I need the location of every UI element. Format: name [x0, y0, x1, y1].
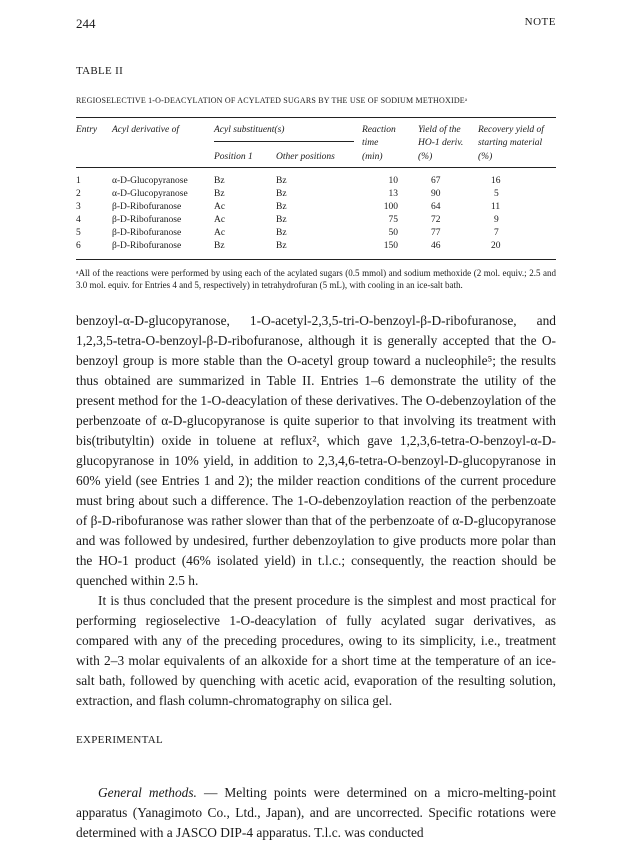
cell-time: 50	[388, 228, 398, 238]
cell-other-positions: Bz	[276, 202, 287, 212]
running-head: NOTE	[524, 16, 556, 28]
cell-recovery: 5	[494, 189, 499, 199]
table-header-rule	[76, 167, 556, 168]
cell-position1: Ac	[214, 202, 226, 212]
cell-yield: 90	[431, 189, 441, 199]
cell-position1: Bz	[214, 189, 225, 199]
body-text	[76, 311, 556, 711]
header-position1: Position 1	[214, 152, 253, 162]
cell-other-positions: Bz	[276, 176, 287, 186]
cell-entry: 3	[76, 202, 81, 212]
body-paragraph: It is thus concluded that the present procedure is the simplest and most practical for performing regioselective 1-O-deacylation of fully acylated sugar derivatives, as compared with any of the preceding procedures, owing to its simplicity, i.e., treatment with 2–3 molar equivalents of an alkoxide for a short time at the temperature of an ice-salt bath, followed by quenching with acetic acid, evaporation of the resulting solution, extraction, and flash column-chromatography on silica gel.	[76, 593, 556, 708]
cell-recovery: 16	[491, 176, 501, 186]
page-number: 244	[76, 16, 96, 31]
cell-other-positions: Bz	[276, 241, 287, 251]
cell-other-positions: Bz	[276, 215, 287, 225]
cell-recovery: 20	[491, 241, 501, 251]
cell-sugar: β-D-Ribofuranose	[112, 241, 182, 251]
cell-yield: 46	[431, 241, 441, 251]
experimental-text	[76, 783, 556, 843]
page-header	[76, 16, 556, 36]
subsection-text: — Melting points were determined on a micro-melting-point apparatus (Yanagimoto Co., Ltd., Japan), and are uncorrected. Specific rotations were determined with a JASCO DIP-4 apparatus. T.l.c. was conducted	[76, 785, 556, 840]
cell-time: 10	[388, 176, 398, 186]
header-acyl-substituents: Acyl substituent(s)	[214, 125, 285, 135]
cell-recovery: 9	[494, 215, 499, 225]
subsection-heading: General methods.	[98, 785, 197, 800]
cell-sugar: β-D-Ribofuranose	[112, 215, 182, 225]
cell-sugar: α-D-Glucopyranose	[112, 189, 188, 199]
header-recovery-1: Recovery yield of	[478, 125, 544, 135]
cell-time: 100	[383, 202, 398, 212]
table-caption: REGIOSELECTIVE 1-O-DEACYLATION OF ACYLATED SUGARS BY THE USE OF SODIUM METHOXIDEᵃ	[76, 96, 468, 105]
header-substituent-rule	[214, 141, 354, 142]
cell-recovery: 7	[494, 228, 499, 238]
cell-yield: 67	[431, 176, 441, 186]
header-reaction-3: (min)	[362, 152, 383, 162]
cell-yield: 77	[431, 228, 441, 238]
table-bottom-rule	[76, 259, 556, 260]
cell-yield: 72	[431, 215, 441, 225]
cell-entry: 6	[76, 241, 81, 251]
cell-entry: 4	[76, 215, 81, 225]
cell-other-positions: Bz	[276, 189, 287, 199]
body-paragraph	[76, 783, 556, 843]
cell-entry: 2	[76, 189, 81, 199]
header-yield-2: HO-1 deriv.	[418, 138, 464, 148]
header-yield-3: (%)	[418, 152, 433, 162]
cell-entry: 1	[76, 176, 81, 186]
header-acyl-derivative: Acyl derivative of	[112, 125, 179, 135]
cell-time: 150	[383, 241, 398, 251]
cell-sugar: α-D-Glucopyranose	[112, 176, 188, 186]
cell-position1: Ac	[214, 215, 226, 225]
cell-recovery: 11	[491, 202, 501, 212]
table-footnote: ᵃAll of the reactions were performed by using each of the acylated sugars (0.5 mmol) and sodium methoxide (2 mol. equiv.; 2.5 and 3.0 mol. equiv. for Entries 4 and 5, respectively) in tetrahydrofuran (5 mL), with cooling in an ice-salt bath.	[76, 268, 556, 290]
table-label: TABLE II	[76, 65, 124, 77]
cell-position1: Bz	[214, 241, 225, 251]
header-recovery-2: starting material	[478, 138, 543, 148]
cell-position1: Bz	[214, 176, 225, 186]
section-heading: EXPERIMENTAL	[76, 734, 164, 746]
cell-sugar: β-D-Ribofuranose	[112, 228, 182, 238]
cell-entry: 5	[76, 228, 81, 238]
cell-sugar: β-D-Ribofuranose	[112, 202, 182, 212]
table-top-rule	[76, 117, 556, 118]
cell-yield: 64	[431, 202, 441, 212]
header-entry: Entry	[76, 125, 98, 135]
cell-position1: Ac	[214, 228, 226, 238]
header-other-positions: Other positions	[276, 152, 335, 162]
cell-time: 75	[388, 215, 398, 225]
header-recovery-3: (%)	[478, 152, 493, 162]
cell-time: 13	[388, 189, 398, 199]
body-paragraph: benzoyl-α-D-glucopyranose, 1-O-acetyl-2,3,5-tri-O-benzoyl-β-D-ribofuranose, and 1,2,3,5-tetra-O-benzoyl-β-D-ribofuranose, although it is generally accepted that the O-benzoyl group is more stable than the O-acetyl group toward a nucleophile⁵; the results thus obtained are summarized in Table II. Entries 1–6 demonstrate the utility of the present method for the 1-O-deacylation of these derivatives. The O-debenzoylation of the perbenzoate of α-D-glucopyranose is quite superior to that involving its treatment with bis(tributyltin) oxide in toluene at reflux², which gave 1,2,3,6-tetra-O-benzoyl-α-D-glucopyranose in 10% yield, in addition to 2,3,4,6-tetra-O-benzoyl-D-glucopyranose in 60% yield (see Entries 1 and 2); the milder reaction conditions of the current procedure must bring about such a difference. The 1-O-debenzoylation reaction of the perbenzoate of β-D-ribofuranose was rather slower than that of the perbenzoate of α-D-glucopyranose and was followed by undesired, further debenzoylation to give products more polar than the HO-1 product (46% isolated yield) in t.l.c.; consequently, the reaction should be quenched within 2.5 h.	[76, 313, 556, 588]
header-reaction-2: time	[362, 138, 379, 148]
header-yield-1: Yield of the	[418, 125, 461, 135]
header-reaction-1: Reaction	[362, 125, 396, 135]
cell-other-positions: Bz	[276, 228, 287, 238]
